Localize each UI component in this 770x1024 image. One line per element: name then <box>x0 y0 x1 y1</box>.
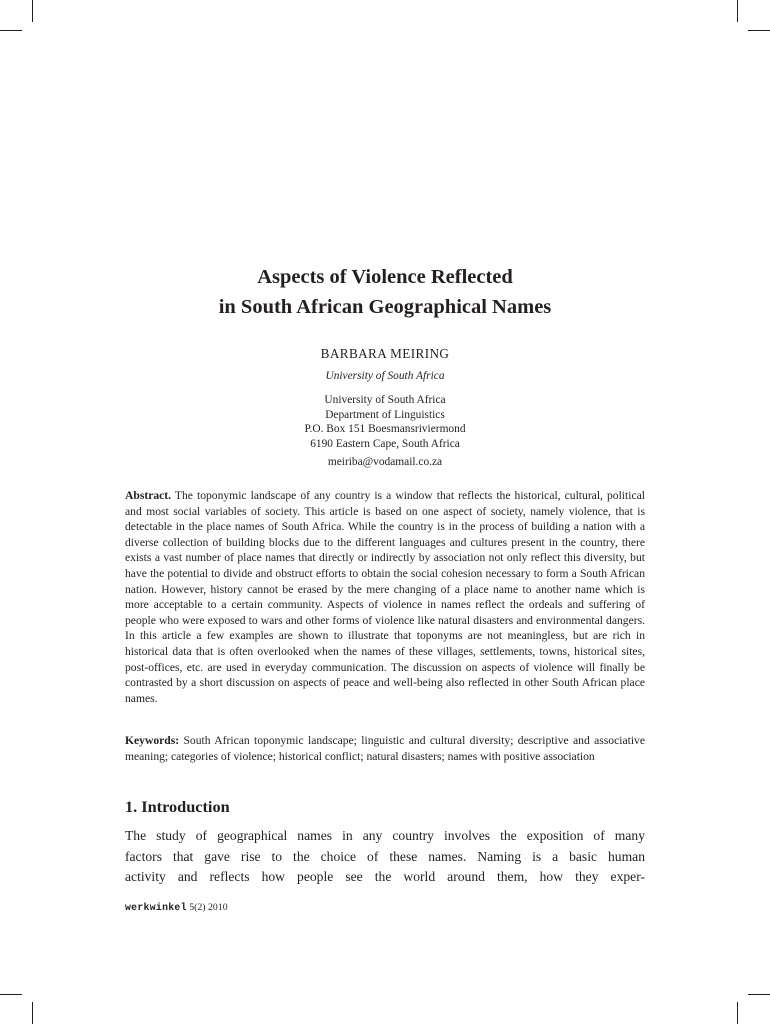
keywords-text: South African toponymic landscape; linguistic and cultural diversity; descriptive and associative meaning; categories of violence; historical conflict; natural disasters; names with positive association <box>125 734 645 763</box>
crop-mark <box>0 30 22 31</box>
crop-mark <box>737 0 738 22</box>
keywords-label: Keywords: <box>125 734 180 747</box>
abstract <box>125 488 645 706</box>
journal-issue: 5(2) 2010 <box>189 902 228 913</box>
author-affiliation: University of South Africa <box>325 370 445 382</box>
crop-mark <box>737 1002 738 1024</box>
abstract-text: The toponymic landscape of any country is a window that reflects the historical, cultural, political and most social variables of society. This article is based on one aspect of society, namely violence, that is detectable in the place names of South Africa. While the country is in the process of building a nation with a diverse collection of building blocks due to the different languages and cultures present in the country, there exists a vast number of place names that directly or indirectly by association not only reflect this diversity, but have the potential to divide and obstruct efforts to obtain the social cohesion necessary to form a South African nation. However, history cannot be erased by the mere changing of a place name to another name which is more acceptable to a certain community. Aspects of violence in names reflect the ordeals and suffering of people who were exposed to wars and other forms of violence like natural disasters and environmental dangers. In this article a few examples are shown to illustrate that toponyms are not meaningless, but are rich in historical data that is often overlooked when the names of these villages, settlements, towns, historical sites, post-offices, etc. are used in everyday communication. The discussion on aspects of violence will finally be contrasted by a short discussion on aspects of peace and well-being also reflected in other South African place names. <box>125 489 645 705</box>
author-email: meiriba@vodamail.co.za <box>327 456 443 468</box>
address-line: 6190 Eastern Cape, South Africa <box>310 437 460 450</box>
section-heading: 1. Introduction <box>125 797 230 816</box>
address-line: Department of Linguistics <box>325 408 445 421</box>
crop-mark <box>32 0 33 22</box>
paragraph-line: factors that gave rise to the choice of these names. Naming is a basic human <box>125 848 645 864</box>
abstract-label: Abstract. <box>125 489 172 502</box>
crop-mark <box>748 30 770 31</box>
paragraph-line: The study of geographical names in any country involves the exposition of many <box>125 828 645 843</box>
crop-mark <box>32 1002 33 1024</box>
page-footer <box>125 902 228 913</box>
author-address <box>0 393 770 451</box>
address-line: University of South Africa <box>324 394 446 406</box>
title-line-2: in South African Geographical Names <box>218 296 552 318</box>
address-line: P.O. Box 151 Boesmansriviermond <box>304 423 466 436</box>
author-name: BARBARA MEIRING <box>320 346 450 361</box>
introduction-paragraph <box>125 826 645 888</box>
crop-mark <box>748 994 770 995</box>
keywords <box>125 733 645 764</box>
journal-name: werkwinkel <box>125 902 187 913</box>
crop-mark <box>0 994 22 995</box>
paragraph-line: activity and reflects how people see the world around them, how they exper- <box>125 869 645 885</box>
title-line-1: Aspects of Violence Reflected <box>257 266 513 288</box>
article-title <box>0 262 770 322</box>
